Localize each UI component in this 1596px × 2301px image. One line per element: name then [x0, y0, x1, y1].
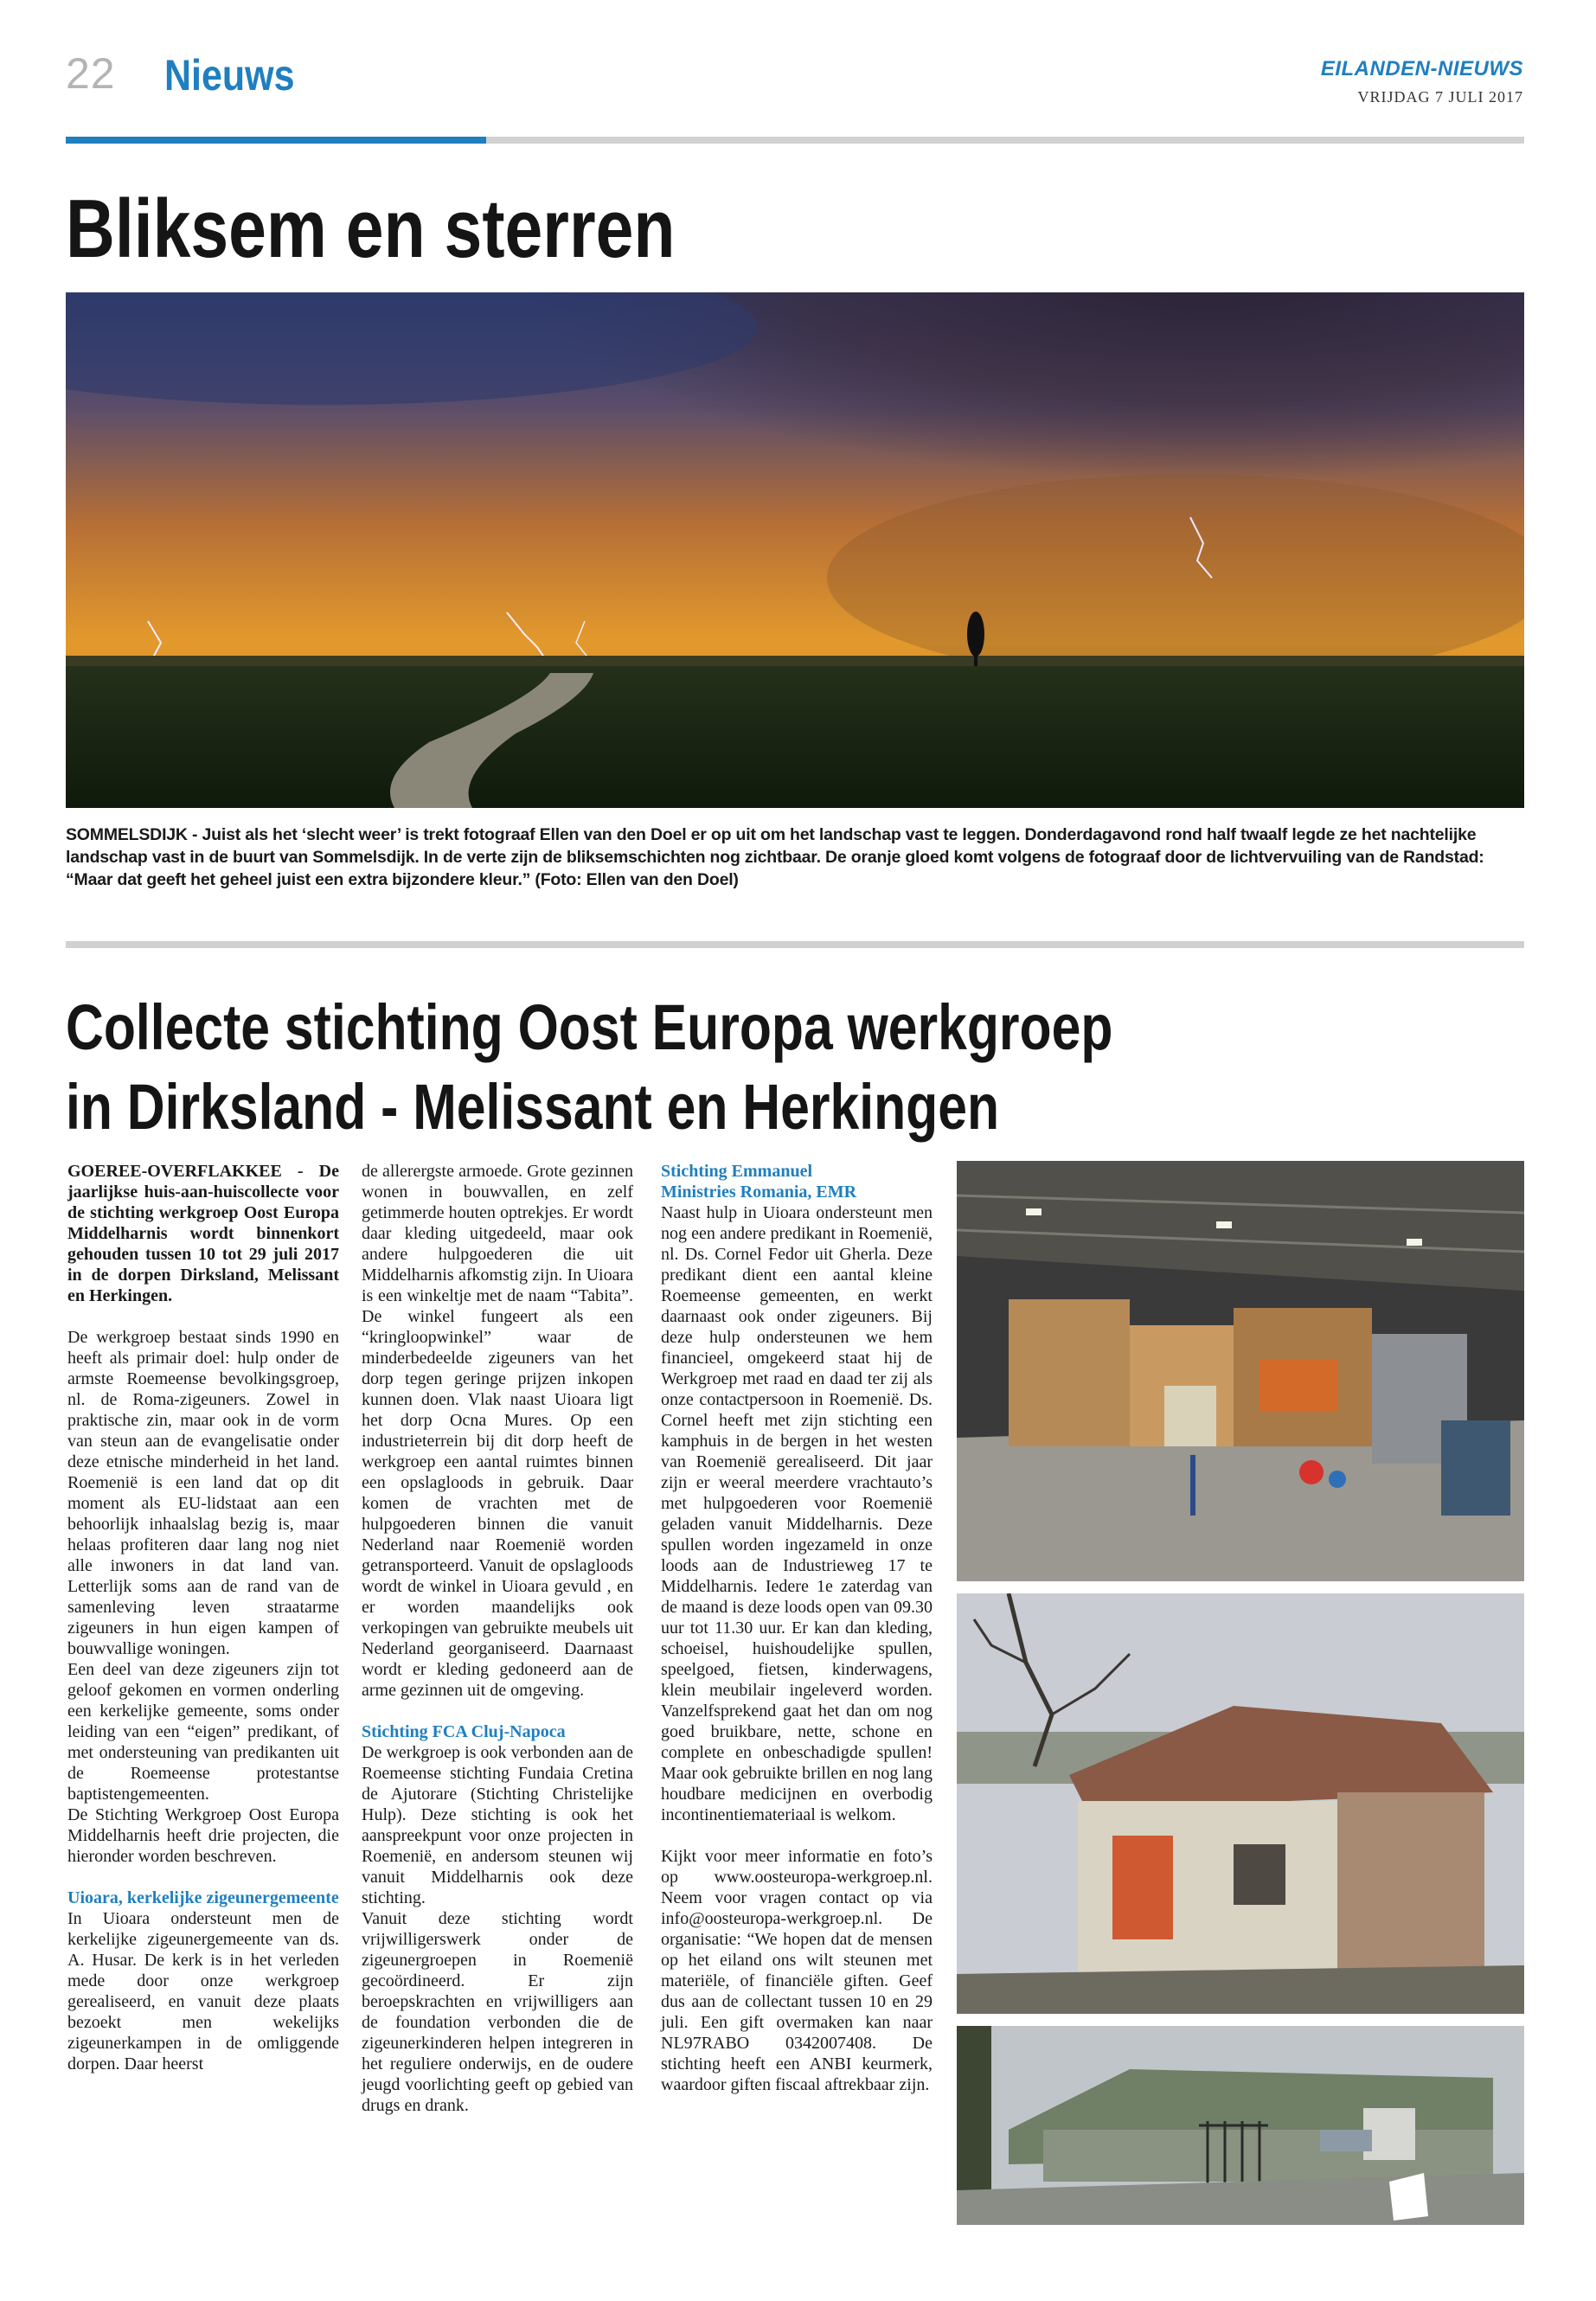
article-column-1: [67, 1161, 339, 2074]
body-paragraph: De werkgroep bestaat sinds 1990 en heeft als primair doel: hulp onder de armste Roemeense bevolkingsgroep, nl. de Roma-zigeuners. Zowel in praktische zin, maar ook in de vorm van steun aan de evangelisatie onder deze etnische minderheid in het land. Roemenië is een land dat op dit moment als EU-lidstaat aan een behoorlijk inhaalslag bezig is, maar helaas profiteren daar lang nog niet alle inwoners in dat land van. Letterlijk soms aan de rand van de samenleving leven straatarme zigeuners in hun eigen kampen of bouwvallige woningen.: [67, 1328, 339, 1658]
warehouse-goods-photo: [957, 1161, 1524, 1581]
subheading-uioara: Uioara, kerkelijke zigeunergemeente: [67, 1888, 339, 1907]
article-headline-collecte: [66, 988, 1112, 1147]
headline-line-1: Collecte stichting Oost Europa werkgroep: [66, 991, 1113, 1063]
body-paragraph: de allerergste armoede. Grote gezinnen wonen in bouwvallen, en zelf getimmerde houten optrekjes. Er wordt daar kleding uitgedeeld, maar ook andere hulpgoederen die uit Middelharnis afkomstig zijn. In Uioara is een winkeltje met de naam “Tabita”. De winkel fungeert als een “kringloopwinkel” waar de minderbedeelde zigeuners van het dorp tegen geringe prijzen inkopen kunnen doen. Vlak naast Uioara ligt het dorp Ocna Mures. Op een industrieterrein bij dit dorp heeft de werkgroep een aantal ruimtes binnen een opslagloods in gebruik. Daar komen de vrachten met de hulpgoederen binnen die vanuit Nederland naar Roemenië worden getransporteerd. Vanuit de opslagloods wordt de winkel in Uioara gevuld , en er worden maandelijks ook verkopingen van gebruikte meubels uit Nederland georganiseerd. Daarnaast wordt er kleding gedoneerd aan de arme gezinnen uit de omgeving.: [362, 1162, 633, 1700]
storm-landscape-photo: [66, 292, 1524, 808]
storage-shed-photo: [957, 2026, 1524, 2225]
body-paragraph: Naast hulp in Uioara ondersteunt men nog een andere predikant in Roemenië, nl. Ds. Cornel Fedor uit Gherla. Deze predikant dient een aantal kleine Roemeense gemeenten, en werkt daarnaast ook onder zigeuners. Bij deze hulp ondersteunen we hem financieel, omgekeerd staat hij de Werkgroep met raad en daad ter zij als onze contactpersoon in Roemenië. Ds. Cornel heeft met zijn stichting een kamphuis in de bergen in het westen van Roemenië gerealiseerd. Dit jaar zijn er weeral meerdere vrachtauto’s met hulpgoederen voor Roemenië geladen vanuit Middelharnis. Deze spullen worden ingezameld in onze loods aan de Industrieweg 17 te Middelharnis. Iedere 1e zaterdag van de maand is deze loods open van 09.30 uur tot 11.30 uur. Er kan dan kleding, schoeisel, huishoudelijke spullen, speelgoed, fietsen, kinderwagens, klein meubilair ingeleverd worden. Vanzelfsprekend gaat het dan om nog goed bruikbare, nette, schone en complete en onbeschadigde spullen! Maar ook gebruikte brillen en nog lang houdbare medicijnen en overbodig incontinentiemateriaal is welkom.: [661, 1203, 933, 1824]
body-paragraph: Een deel van deze zigeuners zijn tot geloof gekomen en vormen onderling een kerkelijke gemeente, soms onder leiding van een “eigen” predikant, of met ondersteuning van predikanten uit de Roemeense protestantse baptistengemeenten.: [67, 1660, 339, 1804]
ruined-house-photo: [957, 1593, 1524, 2014]
newspaper-logo: EILANDEN-NIEUWS: [1320, 57, 1523, 80]
article-lead: GOEREE-OVERFLAKKEE - De jaarlijkse huis-aan-huiscollecte voor de stichting werkgroep Oost Europa Middelharnis wordt binnenkort gehouden tussen 10 tot 29 juli 2017 in de dorpen Dirksland, Melissant en Herkingen.: [67, 1162, 339, 1305]
body-paragraph: De Stichting Werkgroep Oost Europa Middelharnis heeft drie projecten, die hieronder worden beschreven.: [67, 1805, 339, 1866]
issue-date: VRIJDAG 7 JULI 2017: [1357, 88, 1523, 106]
subheading-emmanuel-line-1: Stichting Emmanuel: [661, 1162, 813, 1181]
body-paragraph: De werkgroep is ook verbonden aan de Roemeense stichting Fundaia Cretina de Ajutorare (Stichting Christelijke Hulp). Deze stichting is ook het aanspreekpunt voor onze projecten in Roemenië, en andersom steunen wij vanuit Middelharnis ook deze stichting.: [362, 1743, 633, 1907]
header-accent-rule: [66, 137, 486, 144]
body-paragraph: Kijkt voor meer informatie en foto’s op www.oosteuropa-werkgroep.nl. Neem voor vragen contact op via info@oosteuropa-werkgroep.nl. De organisatie: “We hopen dat de mensen op het eiland ons wilt steunen met materiële, of financiële giften. Geef dus aan de collectant tussen 10 en 29 juli. Een gift overmaken kan naar NL97RABO 0342007408. De stichting heeft een ANBI keurmerk, waardoor giften fiscaal aftrekbaar zijn.: [661, 1847, 933, 2094]
article-column-2: [362, 1161, 633, 2116]
body-paragraph: In Uioara ondersteunt men de kerkelijke zigeunergemeente van ds. A. Husar. De kerk is in het verleden mede door onze werkgroep gerealiseerd, en vanuit deze plaats bezoekt men wekelijks zigeunerkampen in de omliggende dorpen. Daar heerst: [67, 1909, 339, 2073]
article-headline-lightning: Bliksem en sterren: [66, 183, 676, 275]
subheading-emmanuel: [661, 1161, 933, 1202]
page-number: 22: [66, 49, 116, 98]
article-column-3: [661, 1161, 933, 2095]
body-paragraph: Vanuit deze stichting wordt vrijwilligerswerk onder de zigeunergroepen in Roemenië gecoördineerd. Er zijn beroepskrachten en vrijwilligers aan de foundation verbonden die de zigeunerkinderen helpen integreren in het reguliere onderwijs, en de oudere jeugd voorlichting geeft op gebied van drugs en drank.: [362, 1909, 633, 2115]
subheading-emmanuel-line-2: Ministries Romania, EMR: [661, 1183, 857, 1202]
headline-line-2: in Dirksland - Melissant en Herkingen: [66, 1071, 1000, 1143]
section-title: Nieuws: [164, 51, 295, 99]
photo-caption: SOMMELSDIJK - Juist als het ‘slecht weer’ is trekt fotograaf Ellen van den Doel er op uit om het landschap vast te leggen. Donderdagavond rond half twaalf legde ze het nachtelijke landschap vast in de buurt van Sommelsdijk. In de verte zijn de bliksemschichten nog zichtbaar. De oranje gloed komt volgens de fotograaf door de lichtvervuiling van de Randstad: “Maar dat geeft het geheel juist een extra bijzondere kleur.” (Foto: Ellen van den Doel): [66, 825, 1484, 889]
article-divider: [66, 941, 1524, 948]
subheading-fca: Stichting FCA Cluj-Napoca: [362, 1722, 566, 1741]
